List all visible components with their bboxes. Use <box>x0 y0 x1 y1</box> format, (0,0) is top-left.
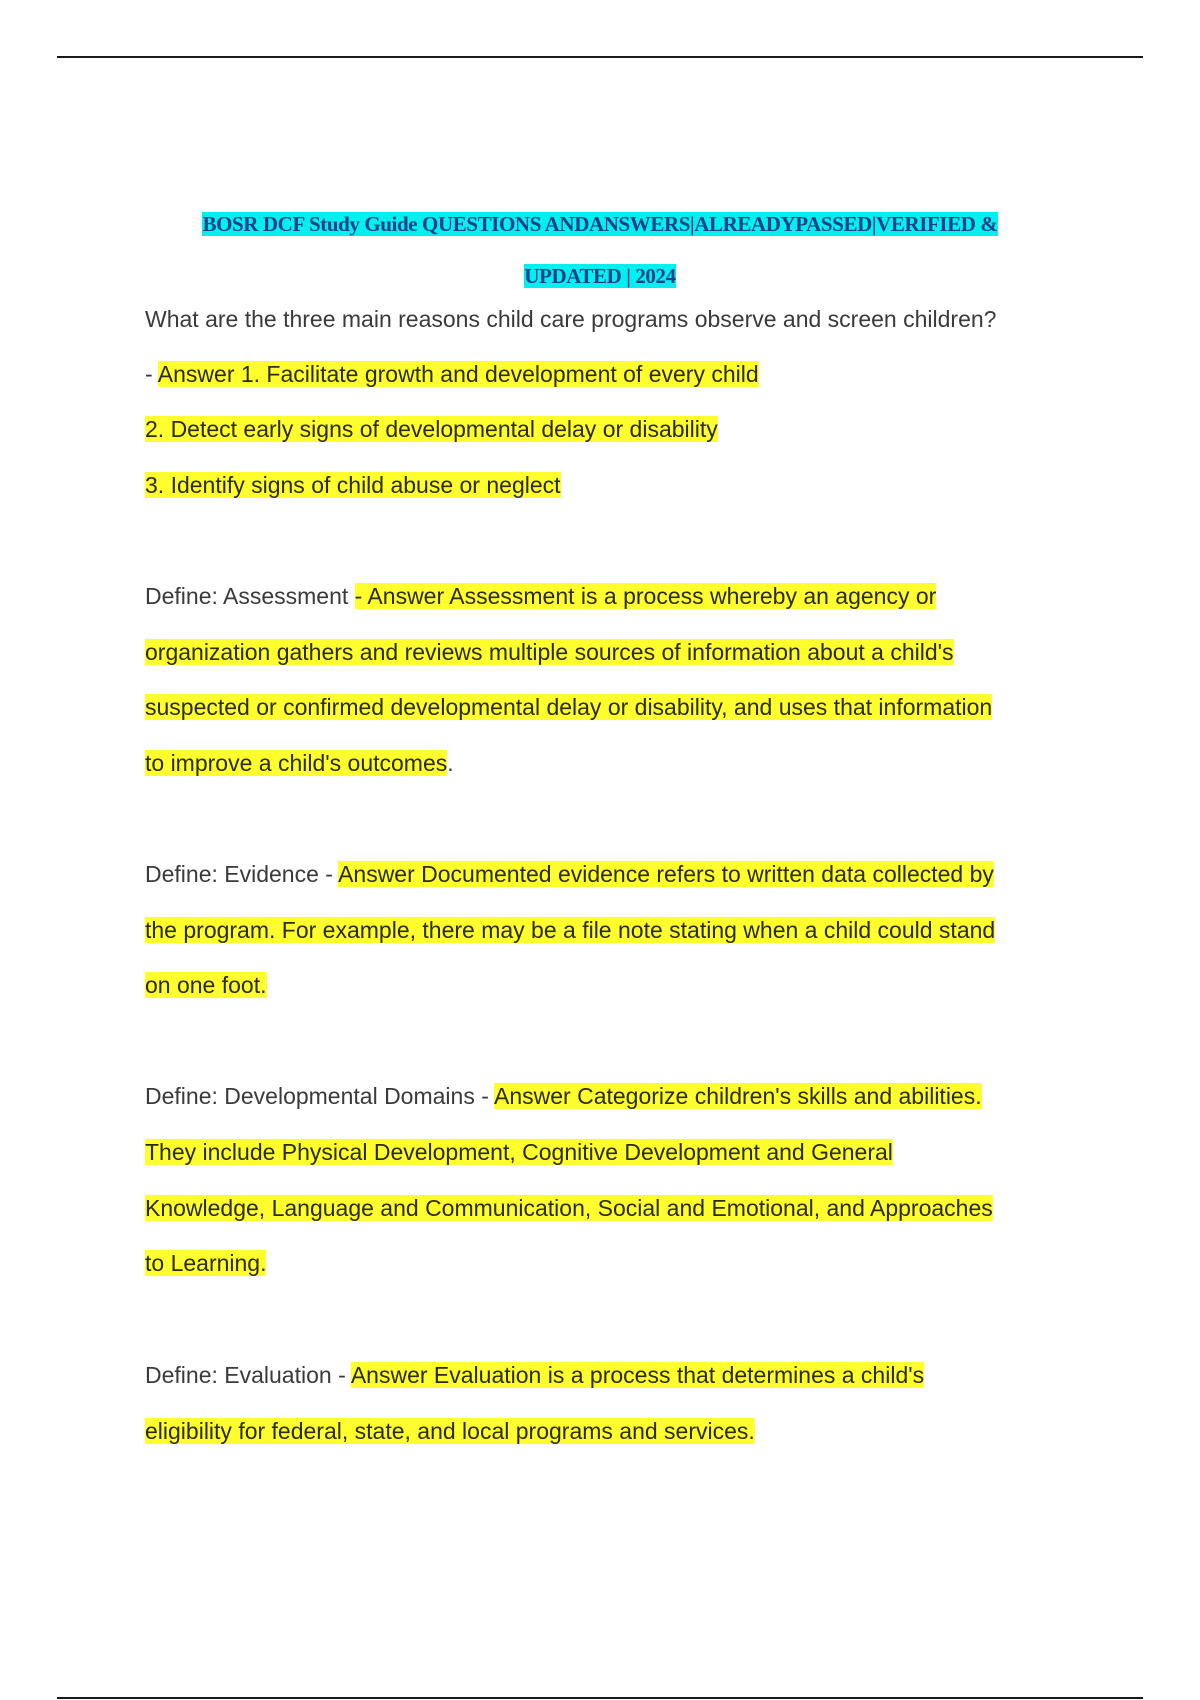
question-3-term: Define: Evidence - <box>145 861 339 887</box>
answer-2-line-2 <box>145 637 954 667</box>
answer-1-line-1 <box>145 359 759 389</box>
answer-5-text-2: eligibility for federal, state, and local programs and services. <box>145 1418 755 1444</box>
answer-5-text-1: Answer Evaluation is a process that determines a child's <box>350 1362 925 1388</box>
question-2-term: Define: Assessment <box>145 583 355 609</box>
answer-3-text-1: Answer Documented evidence refers to written data collected by <box>338 861 994 887</box>
answer-1-line-3 <box>145 470 561 500</box>
answer-3-line-2 <box>145 915 995 945</box>
answer-3-text-3: on one foot. <box>145 972 267 998</box>
answer-2-line-4 <box>145 748 454 778</box>
answer-1-line-2 <box>145 414 718 444</box>
document-title <box>145 198 1055 302</box>
answer-4-line-3 <box>145 1193 993 1223</box>
question-5-term: Define: Evaluation - <box>145 1362 351 1388</box>
question-1 <box>145 304 996 334</box>
answer-2-text-1: - Answer Assessment is a process whereby an agency or <box>354 583 937 609</box>
answer-1-text-1: Answer 1. Facilitate growth and development of every child <box>157 361 759 387</box>
question-4 <box>145 1081 982 1111</box>
title-line-1: BOSR DCF Study Guide QUESTIONS ANDANSWERS|ALREADYPASSED|VERIFIED & <box>202 212 998 236</box>
bottom-rule <box>57 1697 1143 1699</box>
answer-3-line-3 <box>145 970 267 1000</box>
answer-4-line-4 <box>145 1248 266 1278</box>
title-line-2: UPDATED | 2024 <box>524 264 676 288</box>
answer-5-line-2 <box>145 1416 755 1446</box>
answer-4-text-2: They include Physical Development, Cognitive Development and General <box>145 1139 893 1165</box>
answer-2-line-3 <box>145 692 992 722</box>
answer-4-text-3: Knowledge, Language and Communication, Social and Emotional, and Approaches <box>145 1195 993 1221</box>
question-5 <box>145 1360 924 1390</box>
answer-4-text-1: Answer Categorize children's skills and abilities. <box>494 1083 982 1109</box>
answer-4-line-2 <box>145 1137 893 1167</box>
answer-3-text-2: the program. For example, there may be a file note stating when a child could stand <box>145 917 996 943</box>
answer-2-tail: . <box>447 750 454 776</box>
question-4-term: Define: Developmental Domains - <box>145 1083 494 1109</box>
answer-2-text-4: to improve a child's outcomes <box>145 750 448 776</box>
answer-4-text-4: to Learning. <box>145 1250 267 1276</box>
top-rule <box>57 56 1143 58</box>
answer-1-text-2: 2. Detect early signs of developmental delay or disability <box>145 416 718 442</box>
answer-1-text-3: 3. Identify signs of child abuse or neglect <box>145 472 561 498</box>
answer-2-text-2: organization gathers and reviews multiple sources of information about a child's <box>145 639 954 665</box>
question-1-text: What are the three main reasons child care programs observe and screen children? <box>145 306 997 332</box>
answer-2-text-3: suspected or confirmed developmental delay or disability, and uses that information <box>145 694 993 720</box>
question-2 <box>145 581 936 611</box>
question-3 <box>145 859 994 889</box>
answer-1-dash: - <box>145 361 158 387</box>
